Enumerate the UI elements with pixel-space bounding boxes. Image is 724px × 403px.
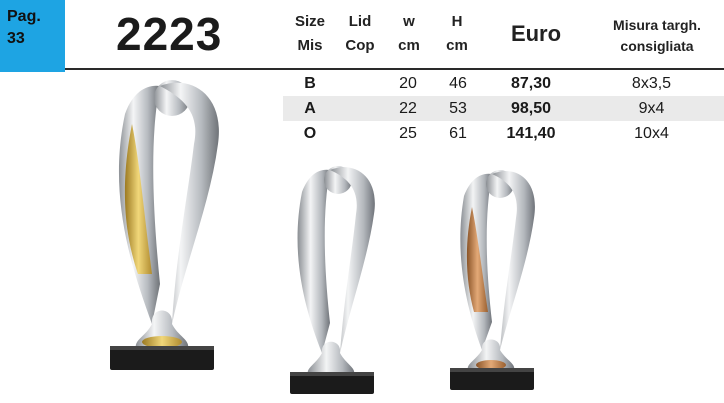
header-lid — [337, 10, 383, 58]
header-lid-it: Cop — [345, 37, 375, 54]
page-number: 33 — [7, 30, 25, 47]
spec-table — [283, 71, 724, 146]
header-size-en: Size — [294, 13, 325, 30]
header-height-unit: cm — [446, 37, 468, 54]
cell-plate: 8x3,5 — [631, 74, 672, 92]
cell-plate: 9x4 — [579, 96, 724, 121]
header-size — [287, 10, 333, 58]
cell-height: 46 — [449, 74, 467, 92]
table-row — [283, 121, 724, 146]
cell-lid — [337, 71, 383, 96]
header-width — [386, 10, 432, 58]
page-badge — [0, 0, 65, 72]
cell-width: 25 — [399, 124, 417, 142]
page-badge-label: Pag. — [7, 8, 41, 25]
header-width-unit: cm — [398, 37, 420, 54]
cell-width: 20 — [399, 74, 417, 92]
trophy-silver — [278, 158, 388, 398]
header-height-label: H — [451, 13, 463, 30]
cell-size: A — [283, 96, 337, 121]
cell-size: B — [304, 74, 316, 92]
table-row — [283, 71, 724, 96]
trophy-gold — [90, 74, 240, 374]
cell-price: 141,40 — [506, 124, 556, 142]
header-height — [434, 10, 480, 58]
cell-width: 22 — [383, 96, 433, 121]
header-price: Euro — [510, 21, 562, 46]
cell-height: 53 — [433, 96, 483, 121]
header-plate — [590, 15, 724, 57]
table-row — [283, 96, 724, 121]
header-plate-line1: Misura targh. — [613, 17, 701, 33]
cell-plate: 10x4 — [634, 124, 669, 142]
header-size-it: Mis — [297, 37, 323, 54]
cell-lid — [337, 96, 383, 121]
trophy-bronze — [440, 162, 550, 394]
header-lid-en: Lid — [348, 13, 372, 30]
header-plate-line2: consigliata — [620, 38, 694, 54]
header-width-label: w — [403, 13, 415, 30]
cell-price: 87,30 — [510, 74, 552, 92]
cell-size: O — [303, 124, 317, 142]
cell-price: 98,50 — [483, 96, 579, 121]
cell-lid — [337, 121, 383, 146]
product-code: 2223 — [116, 8, 223, 60]
header-divider — [65, 68, 724, 70]
cell-height: 61 — [449, 124, 467, 142]
